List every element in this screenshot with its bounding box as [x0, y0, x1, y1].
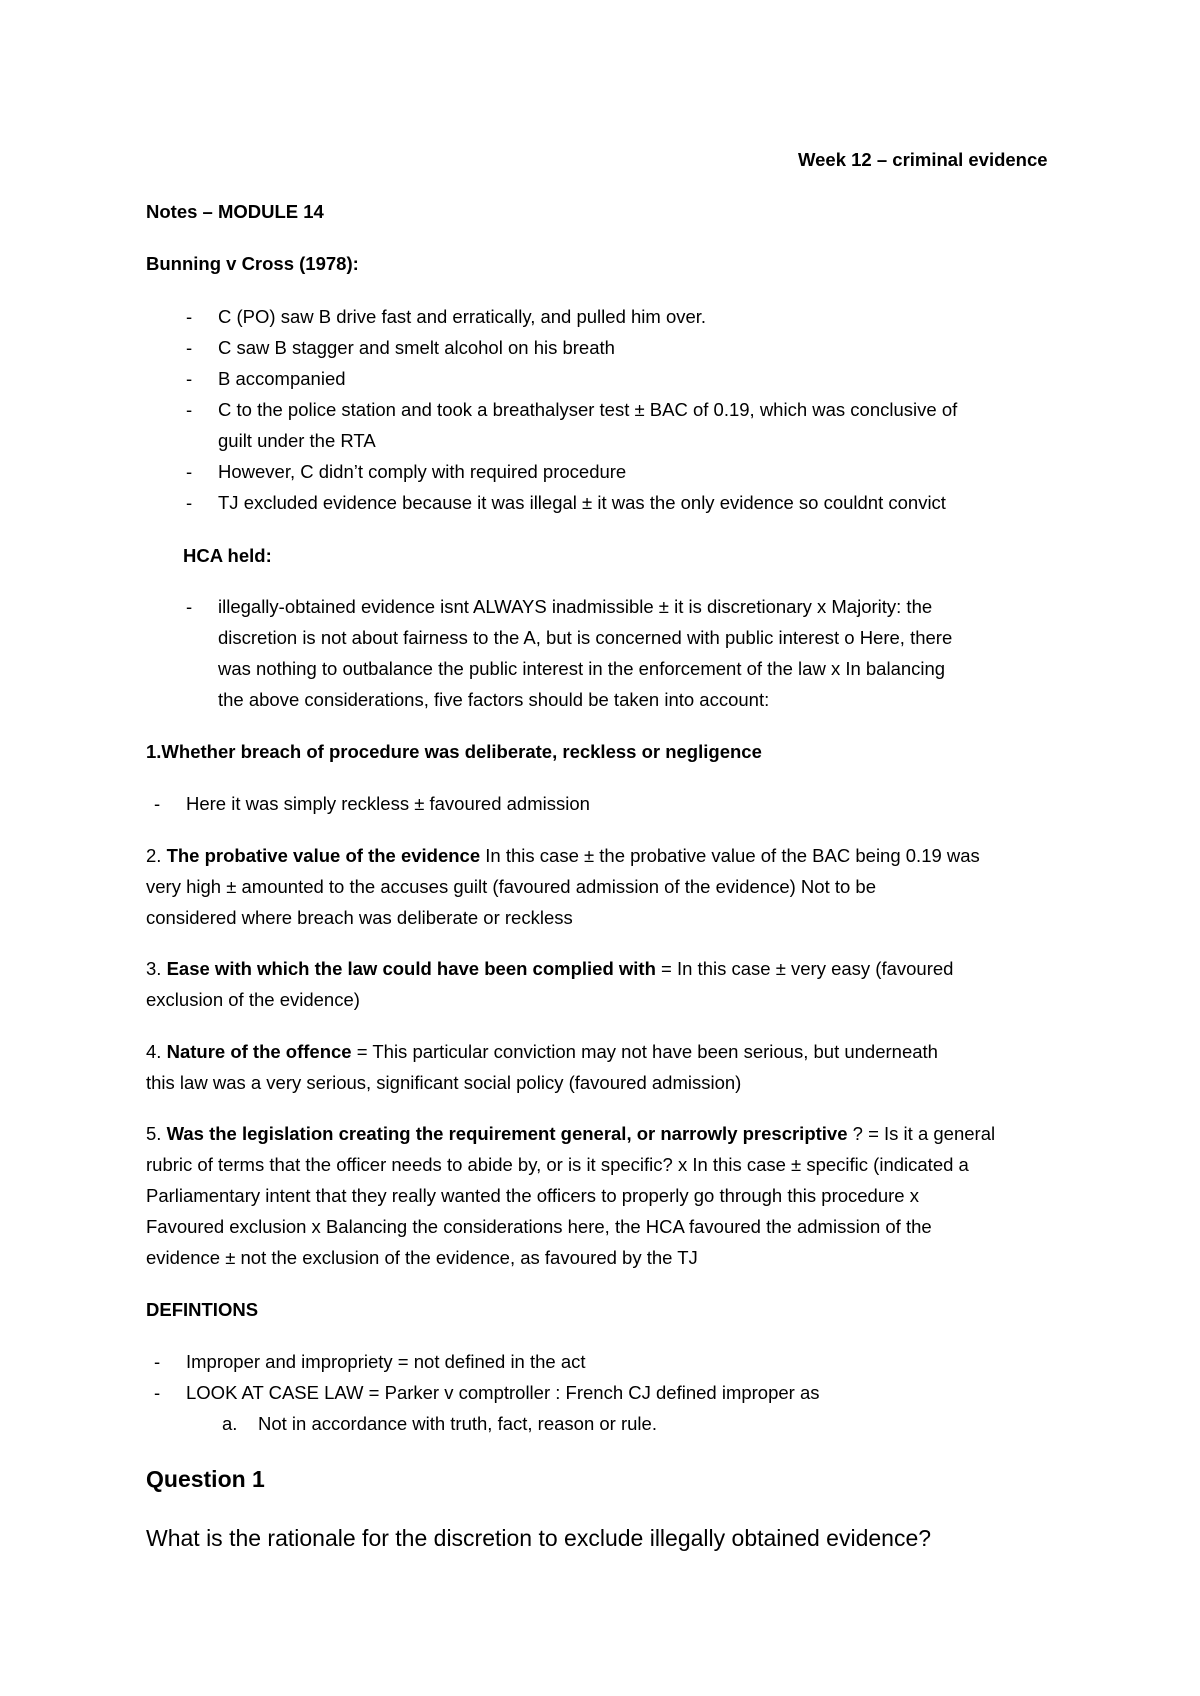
factor3-text: = In this case ± very easy (favoured: [655, 958, 954, 979]
factor3-heading: Ease with which the law could have been complied with: [166, 958, 656, 979]
definition-sub-item: Not in accordance with truth, fact, reason or rule.: [258, 1413, 657, 1434]
factor4-line1: [146, 1041, 938, 1063]
list-bullet: -: [186, 368, 193, 389]
list-bullet: -: [186, 337, 193, 358]
factor3-number: 3.: [146, 958, 167, 979]
factor5-heading: Was the legislation creating the requirement general, or narrowly prescriptive: [166, 1123, 848, 1144]
list-bullet: -: [186, 596, 193, 617]
question-heading: Question 1: [146, 1466, 265, 1492]
list-bullet: -: [186, 399, 193, 420]
factor5-line: Parliamentary intent that they really wanted the officers to properly go through this procedure x: [146, 1185, 919, 1206]
list-item: C (PO) saw B drive fast and erratically, and pulled him over.: [218, 306, 707, 327]
week-title: Week 12 – criminal evidence: [798, 149, 1048, 170]
factor1-heading: 1.Whether breach of procedure was deliberate, reckless or negligence: [146, 741, 762, 762]
factor3-line1: [146, 958, 953, 980]
factor5-text: ? = Is it a general: [847, 1123, 996, 1144]
list-bullet: -: [154, 1351, 161, 1372]
factor2-number: 2.: [146, 845, 167, 866]
factor4-line2: this law was a very serious, significant social policy (favoured admission): [146, 1072, 742, 1093]
hca-line: the above considerations, five factors should be taken into account:: [218, 689, 770, 710]
factor3-line2: exclusion of the evidence): [146, 989, 360, 1010]
hca-heading: HCA held:: [183, 545, 272, 566]
factor5-line: Favoured exclusion x Balancing the considerations here, the HCA favoured the admission of the: [146, 1216, 932, 1237]
list-item: TJ excluded evidence because it was illegal ± it was the only evidence so couldnt convict: [218, 492, 946, 513]
question-text: What is the rationale for the discretion to exclude illegally obtained evidence?: [146, 1525, 932, 1551]
factor2-heading: The probative value of the evidence: [166, 845, 481, 866]
list-item-continuation: guilt under the RTA: [218, 430, 376, 451]
notes-heading: Notes – MODULE 14: [146, 201, 324, 222]
factor5-number: 5.: [146, 1123, 167, 1144]
case-heading: Bunning v Cross (1978):: [146, 253, 359, 274]
factor5-line: evidence ± not the exclusion of the evidence, as favoured by the TJ: [146, 1247, 698, 1268]
list-item: C saw B stagger and smelt alcohol on his breath: [218, 337, 615, 358]
factor2-text: In this case ± the probative value of the BAC being 0.19 was: [480, 845, 980, 866]
list-item: However, C didn’t comply with required procedure: [218, 461, 627, 482]
factor4-text: = This particular conviction may not have been serious, but underneath: [351, 1041, 938, 1062]
factor5-line: rubric of terms that the officer needs to abide by, or is it specific? x In this case ± specific (indicated a: [146, 1154, 969, 1175]
list-item: C to the police station and took a breathalyser test ± BAC of 0.19, which was conclusive of: [218, 399, 958, 420]
definition-item: LOOK AT CASE LAW = Parker v comptroller : French CJ defined improper as: [186, 1382, 820, 1403]
list-bullet: -: [186, 492, 193, 513]
factor1-point: Here it was simply reckless ± favoured admission: [186, 793, 590, 814]
factor5-line1: [146, 1123, 995, 1145]
hca-line: illegally-obtained evidence isnt ALWAYS inadmissible ± it is discretionary x Majority: the: [218, 596, 933, 617]
definitions-heading: DEFINTIONS: [146, 1299, 259, 1320]
definition-item: Improper and impropriety = not defined in the act: [186, 1351, 586, 1372]
hca-line: discretion is not about fairness to the A, but is concerned with public interest o Here, there: [218, 627, 953, 648]
factor4-heading: Nature of the offence: [166, 1041, 352, 1062]
list-bullet: -: [154, 1382, 161, 1403]
factor2-line2: very high ± amounted to the accuses guilt (favoured admission of the evidence) Not to be: [146, 876, 877, 897]
factor2-line3: considered where breach was deliberate or reckless: [146, 907, 573, 928]
list-bullet: -: [154, 793, 161, 814]
list-item: B accompanied: [218, 368, 346, 389]
definition-sub-marker: a.: [222, 1413, 238, 1434]
hca-line: was nothing to outbalance the public interest in the enforcement of the law x In balancing: [218, 658, 946, 679]
list-bullet: -: [186, 461, 193, 482]
factor2-line1: [146, 845, 980, 867]
factor4-number: 4.: [146, 1041, 167, 1062]
list-bullet: -: [186, 306, 193, 327]
